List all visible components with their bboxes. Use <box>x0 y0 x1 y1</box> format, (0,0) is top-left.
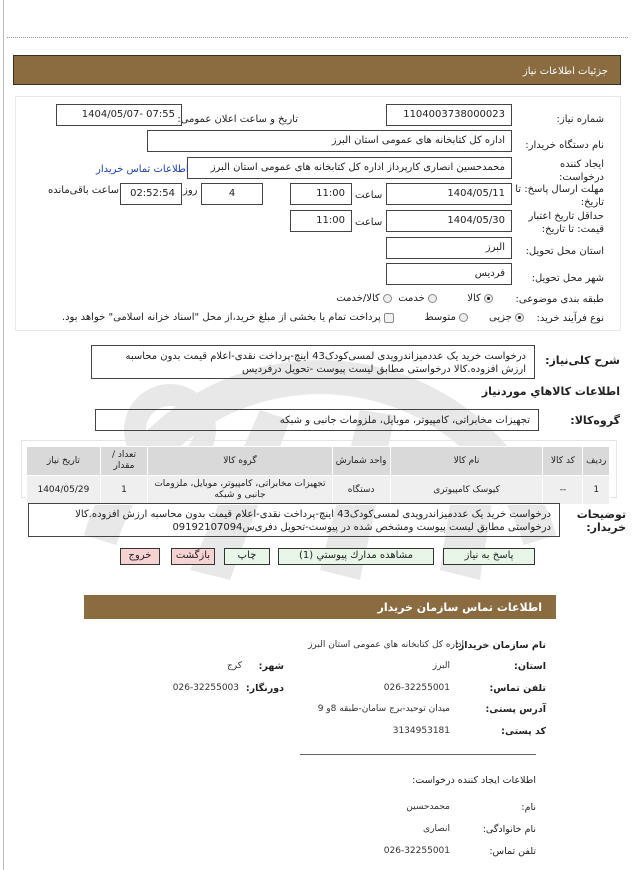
summary-label: شرح کلی‌نیاز: <box>545 354 620 367</box>
treasury-checkbox[interactable] <box>384 313 394 323</box>
radio-partial[interactable] <box>515 313 524 322</box>
top-divider <box>7 37 628 38</box>
creator-family-value: انصاری <box>423 824 450 834</box>
buyer-contact-banner <box>84 595 556 619</box>
response-deadline-label: مهلت ارسال پاسخ: تا تاریخ: <box>515 184 604 208</box>
org-name-label: نام سازمان خریدار: <box>455 640 546 651</box>
table-row <box>27 476 610 505</box>
postal-code-label: کد پستی: <box>501 726 546 737</box>
buyer-org-field[interactable]: اداره کل کتابخانه های عمومی استان البرز <box>147 130 512 152</box>
creator-divider <box>300 754 536 755</box>
requester-field[interactable]: محمدحسین انصاری کارپرداز اداره کل کتابخانه های عمومی استان البرز <box>187 157 512 179</box>
response-time-field[interactable]: 11:00 <box>290 183 352 205</box>
radio-medium[interactable] <box>459 313 468 322</box>
postal-code-value: 3134953181 <box>392 726 450 736</box>
col-group: گروه کالا <box>148 447 332 476</box>
print-button[interactable]: چاپ <box>224 548 270 565</box>
buyer-contact-link[interactable]: اطلاعات تماس خریدار <box>96 164 189 175</box>
response-time-label: ساعت <box>355 190 383 201</box>
need-details-banner <box>13 55 621 85</box>
treasury-checkbox-option[interactable]: پرداخت تمام یا بخشی از مبلغ خرید،از محل "اسناد خزانه اسلامی" خواهد بود. <box>62 312 394 324</box>
col-name: نام کالا <box>390 447 543 476</box>
fax-value: 026-32255003 <box>172 683 239 693</box>
category-option-goods-service[interactable]: کالا/خدمت <box>336 293 392 305</box>
radio-goods-service[interactable] <box>383 294 392 303</box>
days-label: روز <box>183 185 198 196</box>
phone-value: 026-32255001 <box>383 683 450 693</box>
cell-name: کیوسک کامپیوتری <box>390 476 543 505</box>
creator-phone-label: تلفن تماس: <box>489 846 536 857</box>
city-value: کرج <box>226 661 242 671</box>
goods-section-title: اطلاعات کالاهاي موردنياز <box>481 385 620 398</box>
creator-name-value: محمدحسین <box>406 802 450 812</box>
exit-button[interactable]: خروج <box>120 548 160 565</box>
province-value: البرز <box>432 661 450 671</box>
creator-name-label: نام: <box>521 802 536 813</box>
items-table <box>26 446 610 505</box>
delivery-city-field[interactable]: فردیس <box>386 263 512 285</box>
radio-service[interactable] <box>428 294 437 303</box>
summary-text: درخواست خرید یک عددمیزاندرویدی لمسی‌کودک43 اینچ-پرداخت نقدی-اعلام قیمت بدون محاسبه ارزش افزوده.کالا درخواستی مطابق لیست پیوست -تحویل درفردیس <box>91 345 535 379</box>
address-label: آدرس پستی: <box>485 704 546 715</box>
province-label: استان: <box>514 661 546 672</box>
address-value: میدان توحید-برج سامان-طبقه 8و 9 <box>317 704 450 714</box>
fax-label: دورنگار: <box>245 683 284 694</box>
org-name-value: اداره کل کتابخانه های عمومی استان البرز <box>308 640 464 650</box>
cell-group: تجهیزات مخابراتی، کامپیوتر، موبایل، ملزومات جانبی و شبکه <box>148 476 332 505</box>
cell-unit: دستگاه <box>332 476 390 505</box>
category-option-service[interactable]: خدمت <box>398 293 437 305</box>
radio-goods[interactable] <box>484 294 493 303</box>
price-validity-time-label: ساعت <box>355 217 383 228</box>
announce-datetime-field[interactable]: 1404/05/07- 07:55 <box>56 104 182 126</box>
goods-group-label: گروه‌کالا: <box>570 414 620 427</box>
buyer-notes-label: توضیحات خریدار: <box>576 508 626 534</box>
delivery-province-field[interactable]: البرز <box>386 237 512 259</box>
creator-section-title: اطلاعات ایجاد کننده درخواست: <box>412 775 536 786</box>
col-qty: تعداد / مقدار <box>100 447 147 476</box>
delivery-city-label: شهر محل تحویل: <box>531 273 604 284</box>
table-header-row <box>27 447 610 476</box>
col-date: تاریخ نیاز <box>27 447 101 476</box>
purchase-type-option-medium[interactable]: متوسط <box>424 312 468 324</box>
buyer-org-label: نام دستگاه خریدار: <box>525 140 604 151</box>
price-validity-date-field[interactable]: 1404/05/30 <box>386 210 512 232</box>
requester-label: ایجاد کننده درخواست: <box>559 159 604 183</box>
remaining-days-field[interactable]: 4 <box>201 183 263 205</box>
phone-label: تلفن تماس: <box>489 683 546 694</box>
buyer-contact-title: اطلاعات تماس سازمان خریدار <box>377 601 542 614</box>
col-code: کد کالا <box>543 447 583 476</box>
cell-code: -- <box>543 476 583 505</box>
category-label: طبقه بندی موضوعی: <box>515 294 604 305</box>
creator-family-label: نام خانوادگی: <box>482 824 536 835</box>
page-left-border <box>3 0 4 870</box>
need-number-label: شماره نیاز: <box>556 114 604 125</box>
attachments-button[interactable]: مشاهده مدارك پيوستي (1) <box>278 548 434 565</box>
remaining-time-field[interactable]: 02:52:54 <box>120 183 182 205</box>
price-validity-time-field[interactable]: 11:00 <box>290 210 352 232</box>
col-unit: واحد شمارش <box>332 447 390 476</box>
remaining-label: ساعت باقی‌مانده <box>48 185 120 196</box>
creator-phone-value: 026-32255001 <box>383 846 450 856</box>
buyer-notes-text: درخواست خرید یک عددمیزاندرویدی لمسی‌کودک43 اینچ-پرداخت نقدی-اعلام قیمت بدون محاسبه ارزش افزوده.کالا درخواستی مطابق لیست پیوست ومشخص شده در پیوست-تحویل دفری‌س09192107094 <box>28 503 560 537</box>
city-label: شهر: <box>258 661 284 672</box>
category-option-goods[interactable]: کالا <box>467 293 493 305</box>
price-validity-label: حداقل تاریخ اعتبار قیمت: تا تاریخ: <box>528 211 604 235</box>
delivery-province-label: استان محل تحویل: <box>525 246 604 257</box>
cell-row: 1 <box>583 476 610 505</box>
cell-date: 1404/05/29 <box>27 476 101 505</box>
goods-group-field: تجهیزات مخابراتی، کامپیوتر، موبایل، ملزومات جانبی و شبکه <box>95 409 539 431</box>
purchase-type-option-partial[interactable]: جزیی <box>489 312 524 324</box>
purchase-type-label: نوع فرآیند خرید: <box>536 313 604 324</box>
respond-button[interactable]: پاسخ به نیاز <box>443 548 535 565</box>
announce-datetime-label: تاریخ و ساعت اعلان عمومی: <box>177 114 298 125</box>
cell-qty: 1 <box>100 476 147 505</box>
back-button[interactable]: بازگشت <box>171 548 215 565</box>
response-date-field[interactable]: 1404/05/11 <box>386 183 512 205</box>
col-row: ردیف <box>583 447 610 476</box>
need-number-field[interactable]: 1104003738000023 <box>386 104 512 126</box>
banner-title: جزئیات اطلاعات نیاز <box>522 66 608 77</box>
